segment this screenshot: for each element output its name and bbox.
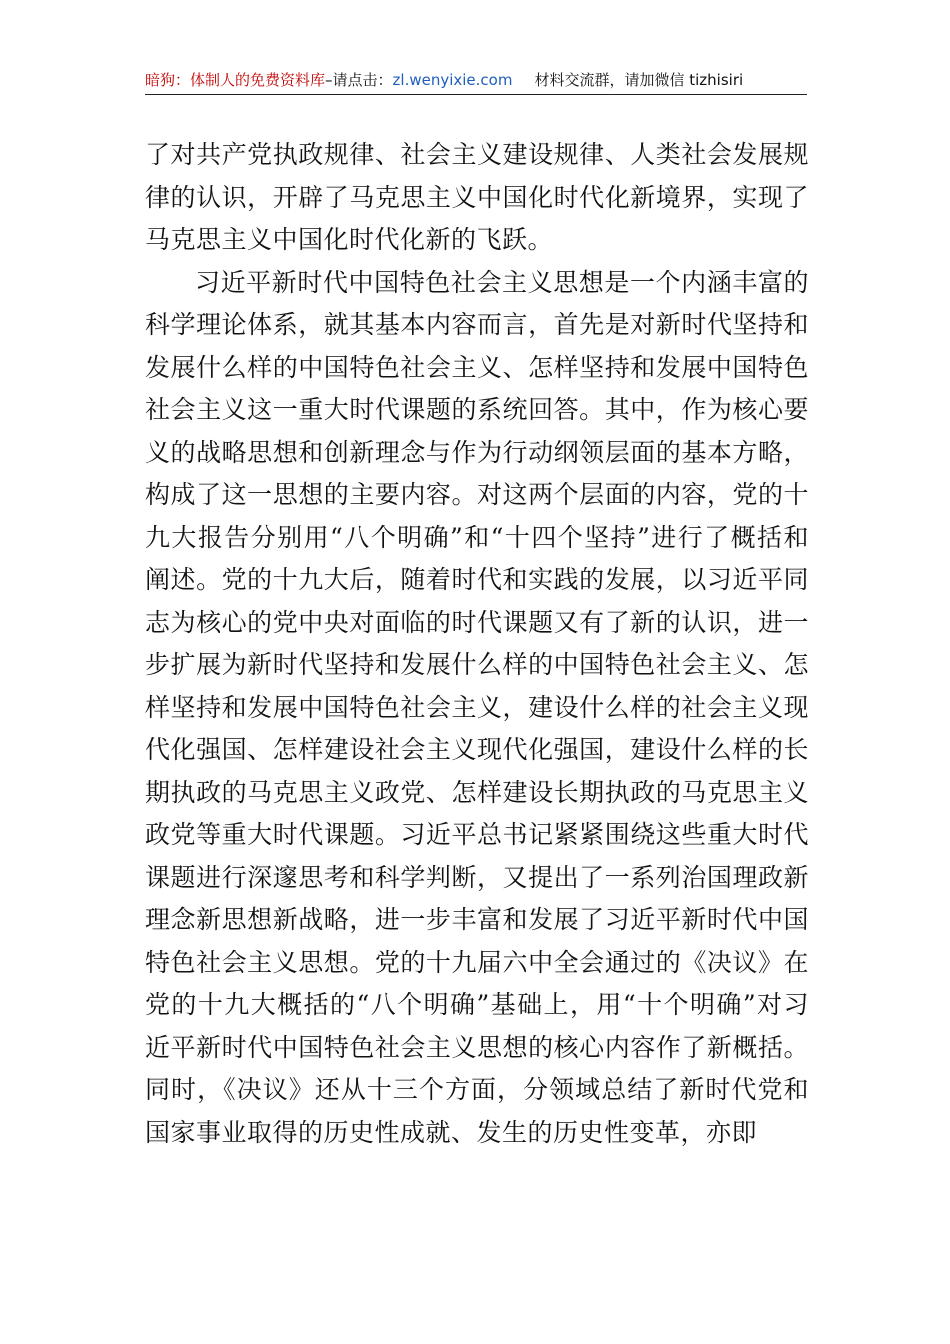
header-url-link[interactable]: zl.wenyixie.com — [392, 71, 513, 89]
document-body — [145, 134, 809, 1154]
paragraph-continuation: 了对共产党执政规律、社会主义建设规律、人类社会发展规律的认识，开辟了马克思主义中国化时代化新境界，实现了马克思主义中国化时代化新的飞跃。 — [145, 140, 809, 254]
paragraph-main: 习近平新时代中国特色社会主义思想是一个内涵丰富的科学理论体系，就其基本内容而言，首先是对新时代坚持和发展什么样的中国特色社会主义、怎样坚持和发展中国特色社会主义这一重大时代课题的系统回答。其中，作为核心要义的战略思想和创新理念与作为行动纲领层面的基本方略，构成了这一思想的主要内容。对这两个层面的内容，党的十九大报告分别用“八个明确”和“十四个坚持”进行了概括和阐述。党的十九大后，随着时代和实践的发展，以习近平同志为核心的党中央对面临的时代课题又有了新的认识，进一步扩展为新时代坚持和发展什么样的中国特色社会主义、怎样坚持和发展中国特色社会主义，建设什么样的社会主义现代化强国、怎样建设社会主义现代化强国，建设什么样的长期执政的马克思主义政党、怎样建设长期执政的马克思主义政党等重大时代课题。习近平总书记紧紧围绕这些重大时代课题进行深邃思考和科学判断，又提出了一系列治国理政新理念新思想新战略，进一步丰富和发展了习近平新时代中国特色社会主义思想。党的十九届六中全会通过的《决议》在党的十九大概括的“八个明确”基础上，用“十个明确”对习近平新时代中国特色社会主义思想的核心内容作了新概括。同时，《决议》还从十三个方面，分领域总结了新时代党和国家事业取得的历史性成就、发生的历史性变革，亦即 — [145, 267, 809, 1147]
header-group-info: 材料交流群，请加微信 tizhisiri — [534, 71, 744, 89]
page-header — [145, 66, 807, 95]
header-brand[interactable]: 暗狗：体制人的免费资料库 — [145, 71, 326, 89]
header-click-prompt: –请点击： — [325, 71, 393, 89]
